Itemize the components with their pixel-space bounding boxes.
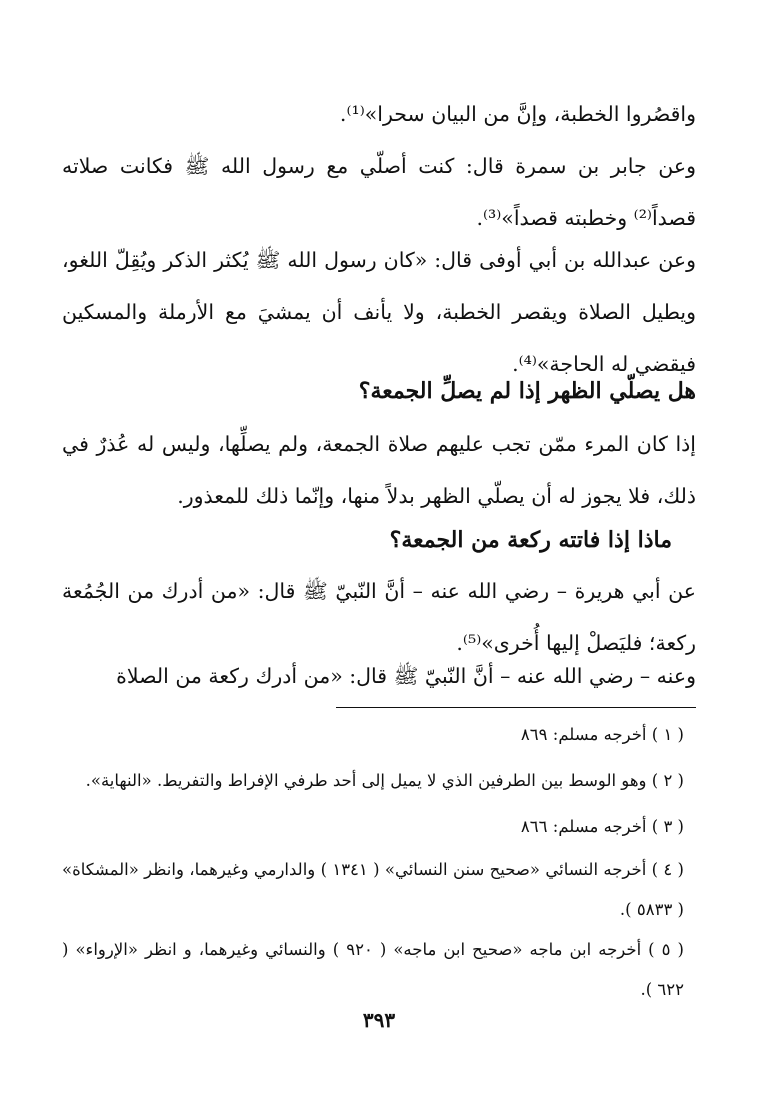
footnote-3: ( ٣ ) أخرجه مسلم: ٨٦٦ — [520, 817, 684, 836]
footnote-separator — [336, 707, 696, 708]
paragraph-2: وعن جابر بن سمرة قال: كنت أصلّي مع رسول الله ﷺ فكانت صلاته قصداً⁽²⁾ وخطبته قصداً»⁽³⁾. — [62, 154, 696, 230]
section-heading-2: ماذا إذا فاتته ركعة من الجمعة؟ — [389, 527, 672, 553]
page-number: ٣٩٣ — [362, 1008, 396, 1032]
section-heading-1: هل يصلّي الظهر إذا لم يصلِّ الجمعة؟ — [358, 378, 696, 404]
footnote-1: ( ١ ) أخرجه مسلم: ٨٦٩ — [520, 725, 684, 744]
paragraph-6: وعنه – رضي الله عنه – أنَّ النّبيّ ﷺ قال: «من أدرك ركعة من الصلاة — [116, 664, 696, 688]
footnotes-section — [62, 712, 696, 1010]
footnote-4: ( ٤ ) أخرجه النسائي «صحيح سنن النسائي» ( ١٣٤١ ) والدارمي وغيرهما، وانظر «المشكاة» ( ٥٨٣٣ ). — [62, 860, 684, 919]
footnote-2: ( ٢ ) وهو الوسط بين الطرفين الذي لا يميل إلى أحد طرفي الإفراط والتفريط. «النهاية». — [85, 771, 684, 790]
paragraph-4: إذا كان المرء ممّن تجب عليهم صلاة الجمعة، ولم يصلِّها، وليس له عُذرٌ في ذلك، فلا يجوز له أن يصلّي الظهر بدلاً منها، وإنّما ذلك للمعذور. — [62, 432, 696, 508]
paragraph-3: وعن عبدالله بن أبي أوفى قال: «كان رسول الله ﷺ يُكثر الذكر ويُقِلّ اللغو، ويطيل الصلاة ويقصر الخطبة، ولا يأنف أن يمشيَ مع الأرملة والمسكين فيقضي له الحاجة»⁽⁴⁾. — [62, 248, 696, 376]
paragraph-5: عن أبي هريرة – رضي الله عنه – أنَّ النّبيّ ﷺ قال: «من أدرك من الجُمُعة ركعة؛ فليَصلْ إليها أُخرى»⁽⁵⁾. — [62, 579, 696, 655]
footnote-5: ( ٥ ) أخرجه ابن ماجه «صحيح ابن ماجه» ( ٩٢٠ ) والنسائي وغيرهما، و انظر «الإرواء» ( ٦٢٢ ). — [62, 940, 684, 999]
paragraph-1: واقصُروا الخطبة، وإنَّ من البيان سحرا»⁽¹⁾. — [339, 102, 696, 126]
